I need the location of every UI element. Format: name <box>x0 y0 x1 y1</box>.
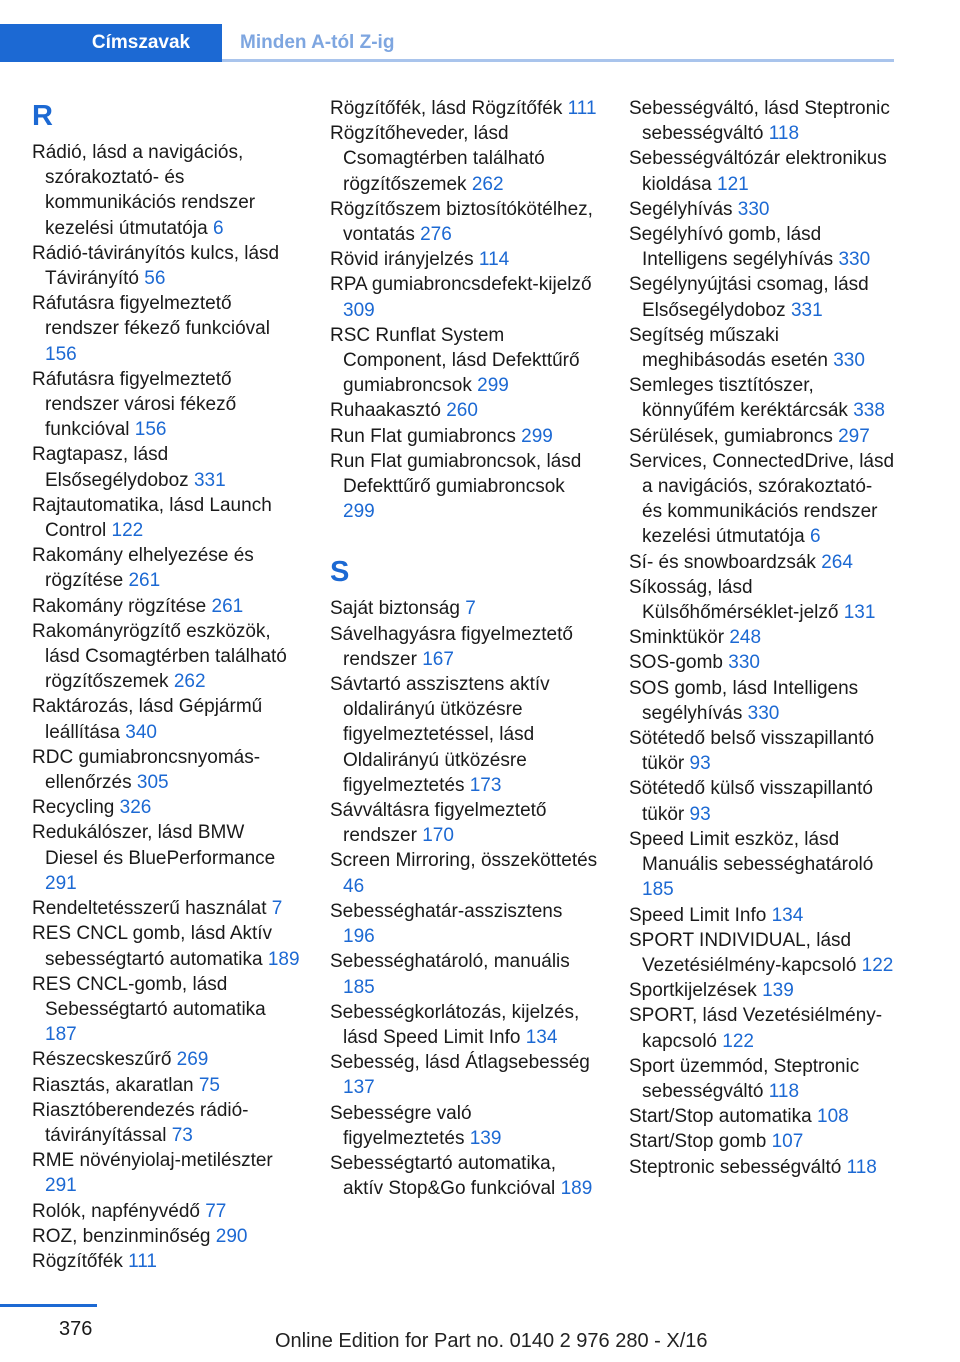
index-term: SOS-gomb <box>629 652 723 674</box>
index-term: Segélynyújtási csomag, lásd Elsősegélydoboz <box>629 274 869 321</box>
index-term: Sebességváltózár elektronikus kioldása <box>629 148 887 195</box>
index-term: Sötétedő belső visszapillantó tükör <box>629 728 875 775</box>
page-link[interactable]: 118 <box>768 123 800 145</box>
index-term: Sötétedő külső visszapillantó tükör <box>629 778 873 825</box>
index-term: Rögzítőfék <box>32 1250 123 1272</box>
index-entry <box>629 1104 897 1129</box>
index-term: Run Flat gumiabroncsok, lásd Defekttűrő gumiabroncsok <box>330 450 582 498</box>
page-link[interactable]: 261 <box>211 595 244 617</box>
page-link[interactable]: 330 <box>728 652 760 674</box>
index-entry <box>32 1148 300 1198</box>
page-link[interactable]: 330 <box>833 350 865 372</box>
index-entry <box>330 622 598 672</box>
index-term: Services, ConnectedDrive, lásd a navigációs, szórakoztató- és kommunikációs rendszer kezelési útmutatója <box>629 450 895 548</box>
index-entry <box>629 978 897 1003</box>
index-entry <box>629 1054 897 1104</box>
index-entry <box>629 1155 897 1180</box>
page-link[interactable]: 299 <box>343 501 375 523</box>
index-term: Rádió-távirányítós kulcs, lásd Távirányító <box>32 242 280 290</box>
page-link[interactable]: 7 <box>465 598 476 620</box>
page-link[interactable]: 139 <box>469 1127 502 1149</box>
index-entry <box>32 795 300 820</box>
index-term: Sebességváltó, lásd Steptronic sebességváltó <box>629 98 890 145</box>
index-term: Részecskeszűrő <box>32 1049 172 1071</box>
index-term: Síkosság, lásd Külsőhőmérséklet-jelző <box>629 576 839 624</box>
index-term: Ragtapasz, lásd Elsősegélydoboz <box>32 444 189 491</box>
index-entry <box>32 694 300 744</box>
section-letter: S <box>330 556 350 589</box>
page-link[interactable]: 248 <box>729 627 762 649</box>
index-column-1 <box>32 96 300 1274</box>
index-entry <box>32 921 300 971</box>
index-entry <box>32 1199 300 1224</box>
index-term: Rajtautomatika, lásd Launch Control <box>32 494 272 542</box>
index-entry <box>330 672 598 798</box>
page-link[interactable]: 137 <box>343 1077 375 1099</box>
index-entry <box>330 899 598 949</box>
index-term: Raktározás, lásd Gépjármű leállítása <box>32 696 263 743</box>
top-navigation <box>0 0 960 62</box>
index-entry <box>330 96 598 121</box>
index-term: RPA gumiabroncsdefekt-kijelző <box>330 274 592 296</box>
page-link[interactable]: 309 <box>343 299 375 321</box>
page-link[interactable]: 262 <box>471 173 504 195</box>
index-entry <box>32 1224 300 1249</box>
index-entry <box>629 625 897 650</box>
index-term: Steptronic sebességváltó <box>629 1156 842 1178</box>
index-entry <box>629 373 897 423</box>
index-entry <box>330 1000 598 1050</box>
index-entry <box>629 323 897 373</box>
footer-rule <box>0 1304 97 1307</box>
page-link[interactable]: 185 <box>343 976 375 998</box>
page-link[interactable]: 118 <box>768 1080 800 1102</box>
index-entry <box>32 367 300 443</box>
page-link[interactable]: 185 <box>642 879 674 901</box>
index-entry <box>330 197 598 247</box>
page-link[interactable]: 107 <box>771 1131 804 1153</box>
page-link[interactable]: 189 <box>560 1178 593 1200</box>
index-entry <box>330 798 598 848</box>
page-link[interactable]: 122 <box>111 520 144 542</box>
index-entry <box>32 1073 300 1098</box>
page-link[interactable]: 6 <box>212 217 224 239</box>
index-entry <box>330 449 598 525</box>
index-entry <box>32 493 300 543</box>
index-term: Rakomány elhelyezése és rögzítése <box>32 545 254 592</box>
page-link[interactable]: 305 <box>136 772 169 794</box>
page-link[interactable]: 139 <box>762 980 794 1002</box>
index-entry <box>629 96 897 146</box>
page-link[interactable]: 338 <box>853 400 885 422</box>
index-term: Rakományrögzítő eszközök, lásd Csomagtérben található rögzítőszemek <box>32 620 287 693</box>
page-link[interactable]: 269 <box>176 1049 209 1071</box>
index-entry <box>629 222 897 272</box>
page-link[interactable]: 330 <box>737 198 770 220</box>
index-term: Rögzítőszem biztosítókötélhez, vontatás <box>330 198 593 246</box>
page-link[interactable]: 291 <box>45 872 77 894</box>
page-link[interactable]: 173 <box>469 774 502 796</box>
page-link[interactable]: 291 <box>45 1175 77 1197</box>
page-link[interactable]: 264 <box>821 551 853 573</box>
page-link[interactable]: 276 <box>420 224 452 246</box>
index-entry <box>32 594 300 619</box>
page-link[interactable]: 156 <box>45 343 77 365</box>
index-entry <box>629 197 897 222</box>
index-term: Segítség műszaki meghibásodás esetén <box>629 324 828 372</box>
page-link[interactable]: 7 <box>271 898 283 920</box>
page-link[interactable]: 73 <box>171 1124 193 1146</box>
index-entry <box>330 398 598 423</box>
index-entry <box>330 424 598 449</box>
index-term: Run Flat gumiabroncs <box>330 425 516 447</box>
index-entry <box>330 121 598 197</box>
index-entry <box>629 1129 897 1154</box>
page-link[interactable]: 299 <box>477 375 509 397</box>
page-link[interactable]: 93 <box>689 803 711 825</box>
index-term: Ráfutásra figyelmeztető rendszer városi fékező funkcióval <box>32 368 237 441</box>
index-term: Sávelhagyásra figyelmeztető rendszer <box>330 623 573 670</box>
index-term: Ruhaakasztó <box>330 400 441 422</box>
index-entry <box>330 323 598 399</box>
index-entry <box>32 1098 300 1148</box>
index-term: Segélyhívás <box>629 198 733 220</box>
index-entry <box>32 291 300 367</box>
tab-underline <box>222 59 894 62</box>
index-term: Sávtartó asszisztens aktív oldalirányú ütközésre figyelmeztetéssel, lásd Oldalirányú ütközésre figyelmeztetés <box>330 674 550 796</box>
index-entry <box>330 272 598 322</box>
index-entry <box>32 241 300 291</box>
index-term: Sávváltásra figyelmeztető rendszer <box>330 800 547 847</box>
page-link[interactable]: 56 <box>144 268 166 290</box>
index-entry <box>330 596 598 621</box>
page-link[interactable]: 156 <box>134 419 167 441</box>
index-term: Segélyhívó gomb, lásd Intelligens segélyhívás <box>629 224 834 271</box>
index-entry <box>32 896 300 921</box>
index-entry <box>629 650 897 675</box>
index-term: Speed Limit Info <box>629 904 767 926</box>
page-link[interactable]: 77 <box>205 1200 227 1222</box>
index-entry <box>32 820 300 896</box>
index-entry <box>629 928 897 978</box>
index-term: Sebességkorlátozás, kijelzés, lásd Speed Limit Info <box>330 1001 580 1048</box>
index-term: Rakomány rögzítése <box>32 595 207 617</box>
page-link[interactable]: 111 <box>567 98 597 119</box>
index-term: Sérülések, gumiabroncs <box>629 425 833 447</box>
index-term: Sebesség, lásd Átlagsebesség <box>330 1052 590 1074</box>
index-entry <box>629 575 897 625</box>
index-term: RES CNCL-gomb, lásd Sebességtartó automatika <box>32 973 266 1020</box>
page-link[interactable]: 114 <box>478 249 510 271</box>
page-link[interactable]: 261 <box>128 570 161 592</box>
index-entry <box>32 619 300 695</box>
index-entry <box>629 272 897 322</box>
index-entry <box>629 550 897 575</box>
index-entry <box>629 1003 897 1053</box>
index-term: Sí- és snowboardzsák <box>629 551 816 573</box>
page-link[interactable]: 331 <box>193 469 226 491</box>
page-link[interactable]: 196 <box>343 926 375 948</box>
index-term: Semleges tisztítószer, könnyűfém keréktárcsák <box>629 375 848 422</box>
index-entry <box>629 827 897 903</box>
page-link[interactable]: 93 <box>689 753 711 775</box>
index-term: Start/Stop automatika <box>629 1106 812 1128</box>
index-term: Sminktükör <box>629 627 725 649</box>
index-entry <box>330 1151 598 1201</box>
index-term: Rögzítőheveder, lásd Csomagtérben található rögzítőszemek <box>330 123 545 195</box>
index-term: Rövid irányjelzés <box>330 249 474 271</box>
page-link[interactable]: 122 <box>861 954 894 976</box>
index-term: Riasztás, akaratlan <box>32 1074 194 1096</box>
edition-note: Online Edition for Part no. 0140 2 976 280 - X/16 <box>275 1330 708 1352</box>
index-term: RSC Runflat System Component, lásd Defekttűrő gumiabroncsok <box>330 324 580 397</box>
page-link[interactable]: 6 <box>809 526 821 548</box>
index-entry <box>32 1047 300 1072</box>
page-link[interactable]: 262 <box>173 671 206 693</box>
page-link[interactable]: 326 <box>119 797 152 819</box>
index-entry <box>629 146 897 196</box>
index-term: SOS gomb, lásd Intelligens segélyhívás <box>629 677 859 724</box>
index-entry <box>629 903 897 928</box>
page-link[interactable]: 134 <box>525 1026 558 1048</box>
page-link[interactable]: 121 <box>717 173 749 195</box>
index-entry <box>330 1050 598 1100</box>
index-term: Sebességtartó automatika, aktív Stop&Go funkcióval <box>330 1152 557 1200</box>
page-link[interactable]: 122 <box>722 1030 754 1052</box>
index-term: Screen Mirroring, összeköttetés <box>330 850 598 872</box>
page-link[interactable]: 134 <box>771 904 804 926</box>
page-link[interactable]: 46 <box>343 875 365 897</box>
index-term: Recycling <box>32 797 115 819</box>
index-term: Sebességhatár-asszisztens <box>330 900 563 922</box>
index-entry <box>629 776 897 826</box>
tab-a-to-z[interactable]: Minden A-tól Z-ig <box>222 24 894 62</box>
page-link[interactable]: 75 <box>198 1074 220 1096</box>
index-entry <box>629 726 897 776</box>
page-link[interactable]: 330 <box>838 249 871 271</box>
page-link[interactable]: 340 <box>125 721 157 743</box>
index-term: SPORT, lásd Vezetésiélmény-kapcsoló <box>629 1005 883 1052</box>
page-link[interactable]: 111 <box>128 1250 157 1272</box>
page-link[interactable]: 131 <box>843 602 876 624</box>
index-entry <box>629 424 897 449</box>
page-link[interactable]: 170 <box>422 825 454 847</box>
page-link[interactable]: 331 <box>790 299 823 321</box>
index-entry <box>330 949 598 999</box>
index-entry <box>330 1101 598 1151</box>
index-term: Saját biztonság <box>330 598 460 620</box>
index-term: SPORT INDIVIDUAL, lásd Vezetésiélmény-kapcsoló <box>629 929 857 976</box>
page-link[interactable]: 167 <box>422 648 454 670</box>
index-entry <box>32 543 300 593</box>
index-term: Sebességhatároló, manuális <box>330 951 570 973</box>
index-term: Rögzítőfék, lásd Rögzítőfék <box>330 98 563 119</box>
page-link[interactable]: 297 <box>838 425 870 447</box>
index-term: RDC gumiabroncsnyomás-ellenőrzés <box>32 746 261 794</box>
index-term: Riasztóberendezés rádió-távirányítással <box>32 1099 249 1146</box>
page-link[interactable]: 299 <box>521 425 553 447</box>
index-term: Sport üzemmód, Steptronic sebességváltó <box>629 1055 860 1102</box>
index-term: ROZ, benzinminőség <box>32 1225 211 1247</box>
index-entry <box>330 848 598 898</box>
page-link[interactable]: 189 <box>267 948 300 970</box>
page-link[interactable]: 290 <box>215 1225 248 1247</box>
index-entry <box>629 449 897 550</box>
index-column-3 <box>629 96 897 1180</box>
index-term: Start/Stop gomb <box>629 1131 767 1153</box>
page-link[interactable]: 260 <box>446 400 478 422</box>
tab-keywords[interactable]: Címszavak <box>0 24 222 62</box>
page-link[interactable]: 108 <box>817 1106 849 1128</box>
index-column-2 <box>330 96 598 1201</box>
index-entry <box>330 247 598 272</box>
index-entry <box>32 140 300 241</box>
index-entry <box>32 442 300 492</box>
page-link[interactable]: 118 <box>846 1156 877 1178</box>
section-letter: R <box>32 100 53 132</box>
index-term: RME növényiolaj-metilészter <box>32 1150 273 1172</box>
index-entry <box>32 972 300 1048</box>
page-link[interactable]: 187 <box>45 1024 77 1046</box>
index-entry <box>32 745 300 795</box>
index-term: Ráfutásra figyelmeztető rendszer fékező funkcióval <box>32 293 270 340</box>
index-term: Sebességre való figyelmeztetés <box>330 1102 472 1149</box>
index-term: Rendeltetésszerű használat <box>32 898 267 920</box>
index-entry <box>32 1249 300 1274</box>
index-term: Rolók, napfényvédő <box>32 1200 200 1222</box>
index-term: Speed Limit eszköz, lásd Manuális sebességhatároló <box>629 828 874 876</box>
index-term: Rádió, lásd a navigációs, szórakoztató- és kommunikációs rendszer kezelési útmutatója <box>32 142 256 239</box>
index-term: RES CNCL gomb, lásd Aktív sebességtartó automatika <box>32 923 273 970</box>
index-entry <box>629 676 897 726</box>
page-link[interactable]: 330 <box>747 702 780 724</box>
page-number: 376 <box>59 1318 93 1340</box>
index-term: Sportkijelzések <box>629 980 757 1002</box>
index-term: Redukálószer, lásd BMW Diesel és BluePerformance <box>32 822 276 869</box>
